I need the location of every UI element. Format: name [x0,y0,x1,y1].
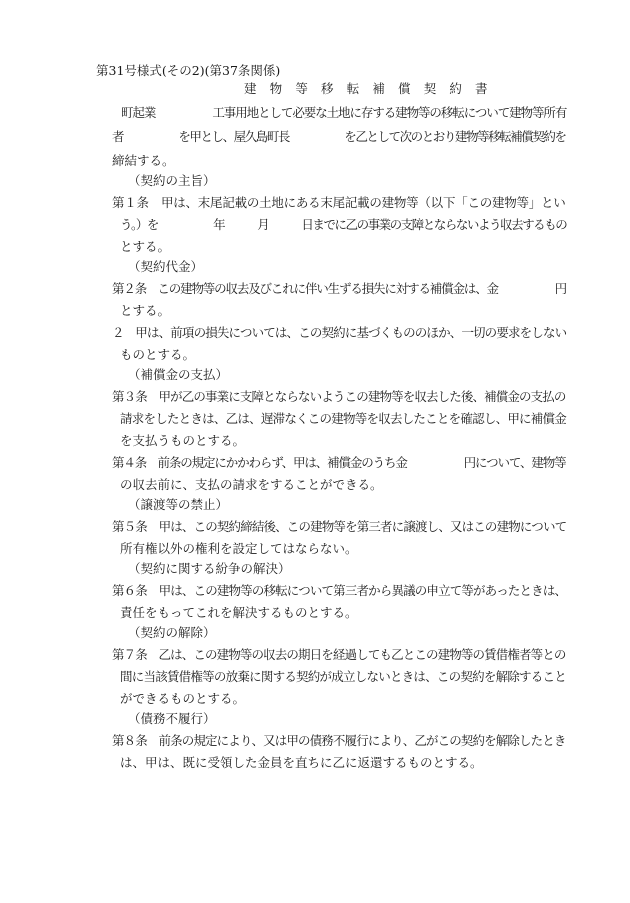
section-heading: （債務不履行） [128,711,216,726]
article-line: ものとする。 [120,347,196,362]
section-heading: （契約の主旨） [128,173,216,188]
article-line: 責任をもってこれを解決するものとする。 [120,605,358,620]
article-line: の収去前に、支払の請求をすることができる。 [120,477,383,492]
preamble-line: 町起業 工事用地として必要な土地に存する建物等の移転について建物等所有 [121,105,567,120]
article-line: う。）を 年 月 日までに乙の事業の支障とならないよう収去するもの [120,217,567,232]
article-line: 第１条 甲は、末尾記載の土地にある末尾記載の建物等（以下「この建物等」とい [112,195,566,210]
section-heading: （契約代金） [128,259,204,274]
article-line: 第５条 甲は、この契約締結後、この建物等を第三者に譲渡し、又はこの建物について [112,519,567,534]
section-heading: （契約の解除） [128,625,216,640]
article-line: 第４条 前条の規定にかかわらず、甲は、補償金のうち金 円について、建物等 [112,455,566,470]
section-heading: （譲渡等の禁止） [128,497,229,512]
form-identifier: 第31号様式(その2)(第37条関係) [96,63,281,78]
article-line: ができるものとする。 [120,691,246,706]
document-title: 建 物 等 移 転 補 償 契 約 書 [244,81,493,96]
article-line: を支払うものとする。 [120,433,246,448]
article-line: ２ 甲は、前項の損失については、この契約に基づくもののほか、一切の要求をしない [112,325,567,340]
article-line: とする。 [120,303,171,318]
article-line: 第７条 乙は、この建物等の収去の期日を経過しても乙とこの建物等の賃借権者等との [112,647,566,662]
article-line: 第８条 前条の規定により、又は甲の債務不履行により、乙がこの契約を解除したとき [112,733,566,748]
article-line: 請求をしたときは、乙は、遅滞なくこの建物等を収去したことを確認し、甲に補償金 [120,411,567,426]
article-line: 第３条 甲が乙の事業に支障とならないようこの建物等を収去した後、補償金の支払の [112,389,566,404]
article-line: は、甲は、既に受領した金員を直ちに乙に返還するものとする。 [120,755,483,770]
article-line: 第２条 この建物等の収去及びこれに伴い生ずる損失に対する補償金は、金 円 [112,281,567,296]
article-line: 間に当該賃借権等の放棄に関する契約が成立しないときは、この契約を解除すること [120,669,567,684]
section-heading: （契約に関する紛争の解決） [128,561,291,576]
article-line: 所有権以外の権利を設定してはならない。 [120,541,358,556]
preamble-line: 者 を甲とし、屋久島町長 を乙として次のとおり建物等移転補償契約を [112,129,566,144]
article-line: とする。 [120,239,171,254]
preamble-line: 締結する。 [112,153,175,168]
article-line: 第６条 甲は、この建物等の移転について第三者から異議の申立て等があったときは、 [112,583,567,598]
section-heading: （補償金の支払） [128,367,229,382]
